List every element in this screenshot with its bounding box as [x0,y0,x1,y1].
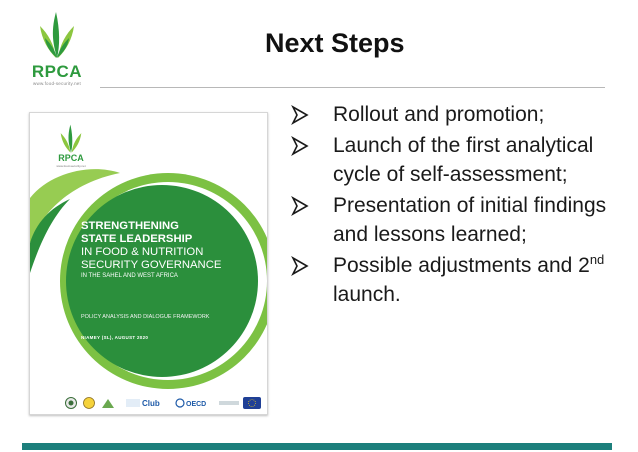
cover-logo-text: RPCA [58,153,84,163]
list-item [290,100,620,129]
list-item [290,191,620,249]
logo-text: RPCA [31,62,83,81]
arrowhead-bullet-icon [290,251,310,280]
arrowhead-bullet-icon [290,131,310,160]
cilss-logo [100,397,116,409]
cover-title-line: STATE LEADERSHIP [81,233,193,245]
list-item [290,251,620,309]
bullet-text: Launch of the first analytical cycle of self-assessment; [333,134,594,186]
africa-club-logo [126,397,170,409]
uemoa-logo [82,397,96,409]
arrowhead-bullet-icon [290,191,310,220]
club-label: Club [142,399,160,408]
cover-title [81,220,266,281]
oecd-logo [175,397,215,409]
list-item [290,131,620,189]
cover-rpca-logo [54,121,88,177]
bullet-text: Possible adjustments and 2 [333,254,590,277]
bottom-accent-bar [22,443,612,450]
cover-logo-url: www.food-security.net [56,164,86,168]
rpca-logo [22,6,92,88]
bullet-text-tail: launch. [333,283,401,306]
cover-title-line: SECURITY GOVERNANCE [81,259,222,271]
title-divider [100,87,605,88]
cover-title-line: IN THE SAHEL AND WEST AFRICA [81,273,178,279]
ecowas-logo [64,397,78,409]
ordinal-suffix: nd [589,252,605,267]
wheat-leaves-icon [36,6,78,62]
arrowhead-bullet-icon [290,100,310,129]
next-steps-list [290,100,620,311]
cover-subtitle: POLICY ANALYSIS AND DIALOGUE FRAMEWORK [81,314,210,320]
cover-title-line: STRENGTHENING [81,220,179,232]
page-title: Next Steps [265,28,405,58]
report-cover-image [29,112,268,415]
cover-wheat-icon [54,121,88,155]
bullet-text: Presentation of initial findings and lessons learned; [333,194,607,246]
bullet-text: Rollout and promotion; [333,103,545,126]
oecd-label: OECD [186,401,207,408]
partner-logo [218,397,240,409]
logo-url: www.food-security.net [33,81,81,86]
cover-date: NIAMEY (SL), AUGUST 2020 [81,335,149,340]
cover-title-line: IN FOOD & NUTRITION [81,246,204,258]
eu-flag-logo [243,397,261,409]
